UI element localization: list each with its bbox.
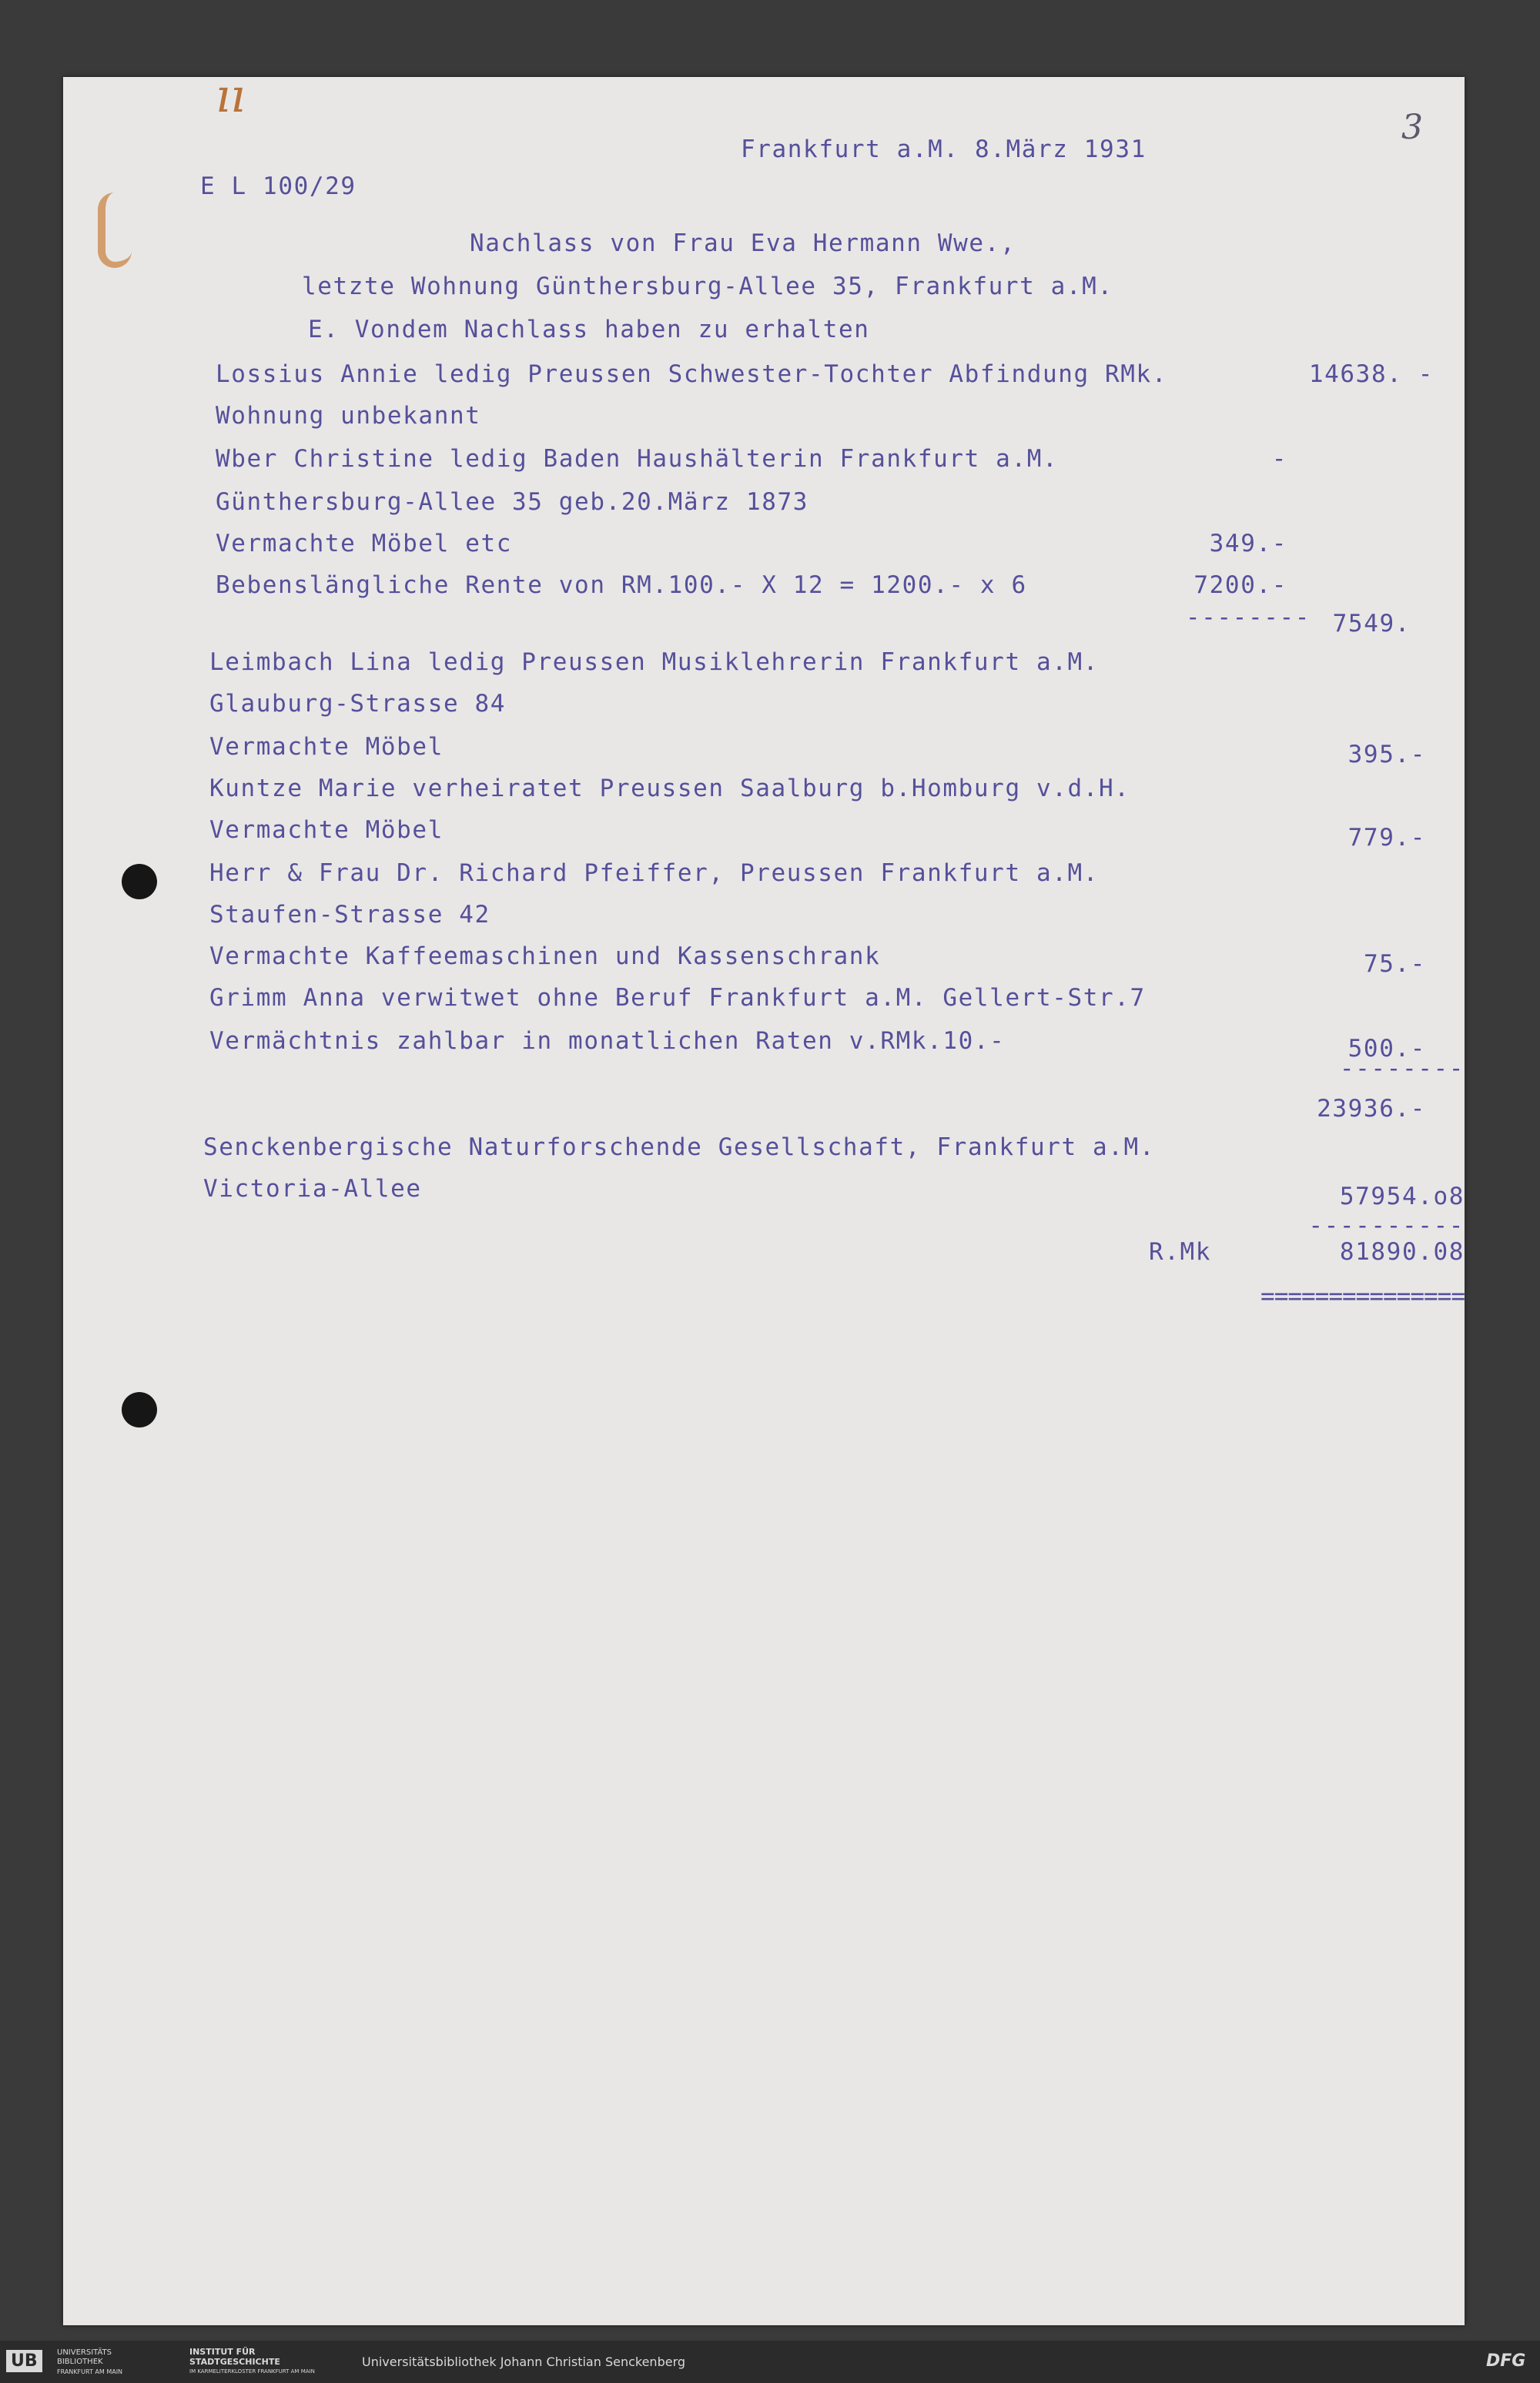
subtotal-rule: --------: [1339, 1055, 1465, 1083]
entry-subamount: 7200.-: [1194, 571, 1287, 599]
punch-hole-bottom: [122, 1392, 157, 1427]
entry-line: Leimbach Lina ledig Preussen Musiklehrerin Frankfurt a.M.: [209, 648, 1100, 676]
entry-amount: 75.-: [1363, 950, 1426, 978]
subtotal: 23936.-: [1317, 1095, 1426, 1123]
punch-hole-top: [122, 864, 157, 899]
total-double-rule: ===============: [1260, 1283, 1465, 1310]
total-label: R.Mk: [1149, 1238, 1212, 1266]
pencil-ticks: ıı: [216, 69, 246, 123]
date-line: Frankfurt a.M. 8.März 1931: [741, 136, 1147, 163]
heading-line-1: Nachlass von Frau Eva Hermann Wwe.,: [470, 229, 1016, 257]
entry-line: Vermachte Kaffeemaschinen und Kassenschrank: [209, 942, 881, 970]
institut-title: INSTITUT FÜR STADTGESCHICHTE: [189, 2347, 280, 2367]
footer-bar: [0, 2341, 1540, 2383]
entry-line: Vermachte Möbel: [209, 733, 444, 761]
entry-subamount: 349.-: [1209, 530, 1287, 557]
senckenberg-line-1: Senckenbergische Naturforschende Gesellschaft, Frankfurt a.M.: [203, 1133, 1156, 1161]
entry-line: Grimm Anna verwitwet ohne Beruf Frankfurt a.M. Gellert-Str.7: [209, 984, 1146, 1012]
entry-line: Wber Christine ledig Baden Haushälterin Frankfurt a.M.: [216, 445, 1059, 473]
entry-amount: 500.-: [1348, 1035, 1426, 1063]
entry-line: Vermächtnis zahlbar in monatlichen Raten v.RMk.10.-: [209, 1027, 1006, 1055]
entry-amount: -: [1271, 445, 1287, 473]
entry-amount: 779.-: [1348, 824, 1426, 852]
entry-amount: 395.-: [1348, 741, 1426, 768]
heading-line-3: E. Vondem Nachlass haben zu erhalten: [308, 316, 870, 343]
entry-line: Kuntze Marie verheiratet Preussen Saalburg b.Homburg v.d.H.: [209, 775, 1130, 802]
document-page: [63, 69, 1465, 2325]
entry-line: Wohnung unbekannt: [216, 402, 481, 430]
entry-line: Herr & Frau Dr. Richard Pfeiffer, Preussen Frankfurt a.M.: [209, 859, 1100, 887]
senckenberg-line-2: Victoria-Allee: [203, 1175, 422, 1203]
senckenberg-amount: 57954.o8: [1339, 1183, 1465, 1210]
entry-line: Staufen-Strasse 42: [209, 901, 490, 929]
entry-line: Vermachte Möbel: [209, 816, 444, 844]
page-number-handwritten: 3: [1401, 108, 1423, 147]
entry-line: Vermachte Möbel etc: [216, 530, 513, 557]
entry-amount: 14638. -: [1308, 360, 1434, 388]
orange-crayon-mark: [98, 192, 132, 268]
reference-number: E L 100/29: [200, 172, 357, 200]
institut-sub: IM KARMELITERKLOSTER FRANKFURT AM MAIN: [189, 2368, 315, 2375]
entry-line: Bebenslängliche Rente von RM.100.- X 12 = 1200.- x 6: [216, 571, 1027, 599]
entry-line: Günthersburg-Allee 35 geb.20.März 1873: [216, 488, 809, 516]
total-rule: ----------: [1308, 1212, 1465, 1240]
entry-amount: 7549.: [1332, 610, 1411, 638]
library-name: Universitätsbibliothek Johann Christian Senckenberg: [362, 2355, 686, 2369]
dfg-logo: DFG: [1486, 2351, 1526, 2371]
total-amount: 81890.08: [1339, 1238, 1465, 1266]
entry-line: Glauburg-Strasse 84: [209, 690, 507, 718]
ub-text: UNIVERSITÄTS BIBLIOTHEK: [57, 2348, 112, 2366]
ub-logo: UB: [6, 2350, 42, 2372]
entry-rule: --------: [1185, 604, 1311, 631]
heading-line-2: letzte Wohnung Günthersburg-Allee 35, Frankfurt a.M.: [302, 273, 1113, 300]
entry-line: Lossius Annie ledig Preussen Schwester-Tochter Abfindung RMk.: [216, 360, 1168, 388]
ub-sub: FRANKFURT AM MAIN: [57, 2368, 123, 2375]
